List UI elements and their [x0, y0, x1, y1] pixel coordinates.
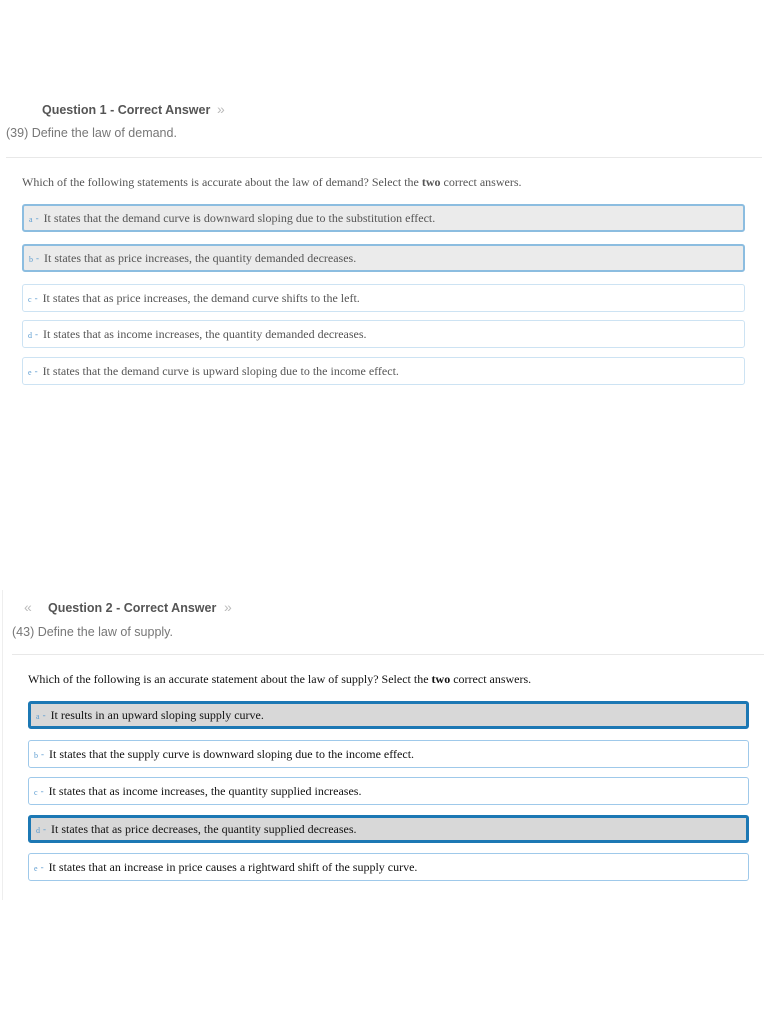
- option-text: It states that as price increases, the demand curve shifts to the left.: [42, 290, 360, 305]
- option-dash: -: [35, 329, 38, 339]
- previous-question-icon[interactable]: «: [24, 599, 29, 615]
- divider: [6, 157, 762, 158]
- option-letter: d: [28, 331, 32, 340]
- question-prompt: Which of the following statements is accurate about the law of demand? Select the two correct answers.: [22, 175, 522, 189]
- answer-option-a[interactable]: [28, 701, 749, 729]
- option-text: It states that as income increases, the quantity supplied increases.: [48, 783, 362, 798]
- option-letter: a: [36, 712, 40, 721]
- option-dash: -: [35, 213, 39, 223]
- answer-option-d[interactable]: [28, 815, 749, 843]
- question-title: Question 2 - Correct Answer: [48, 601, 217, 615]
- option-letter: e: [34, 864, 38, 873]
- option-text: It states that the demand curve is downward sloping due to the substitution effect.: [43, 210, 436, 225]
- option-text: It states that as price decreases, the quantity supplied decreases.: [51, 821, 357, 836]
- next-question-icon[interactable]: »: [224, 599, 229, 615]
- option-dash: -: [41, 749, 44, 759]
- answer-option-e[interactable]: [28, 853, 749, 881]
- option-dash: -: [43, 824, 46, 834]
- question-prompt: Which of the following is an accurate statement about the law of supply? Select the two correct answers.: [28, 672, 532, 686]
- option-letter: a: [29, 215, 33, 224]
- answer-option-a[interactable]: [22, 204, 745, 232]
- left-border: [2, 590, 3, 900]
- question-subtitle: (39) Define the law of demand.: [6, 126, 177, 140]
- option-letter: c: [28, 295, 32, 304]
- option-dash: -: [36, 253, 39, 263]
- option-letter: d: [36, 826, 40, 835]
- answer-option-d[interactable]: [22, 320, 745, 348]
- answer-option-c[interactable]: [28, 777, 749, 805]
- answer-option-b[interactable]: [28, 740, 749, 768]
- option-letter: c: [34, 788, 38, 797]
- option-text: It states that as income increases, the quantity demanded decreases.: [43, 326, 367, 341]
- divider: [12, 654, 764, 655]
- next-question-icon[interactable]: »: [217, 101, 222, 117]
- option-letter: e: [28, 368, 32, 377]
- option-text: It states that the supply curve is downward sloping due to the income effect.: [49, 746, 415, 761]
- option-letter: b: [29, 255, 33, 264]
- option-text: It states that the demand curve is upward sloping due to the income effect.: [42, 363, 399, 378]
- question-title: Question 1 - Correct Answer: [42, 103, 211, 117]
- option-text: It results in an upward sloping supply curve.: [50, 707, 264, 722]
- option-dash: -: [40, 862, 44, 872]
- answer-option-b[interactable]: [22, 244, 745, 272]
- option-dash: -: [40, 786, 44, 796]
- option-dash: -: [42, 710, 46, 720]
- answer-option-c[interactable]: [22, 284, 745, 312]
- option-letter: b: [34, 751, 38, 760]
- option-dash: -: [34, 293, 38, 303]
- option-text: It states that as price increases, the quantity demanded decreases.: [44, 250, 357, 265]
- option-text: It states that an increase in price causes a rightward shift of the supply curve.: [48, 859, 418, 874]
- answer-option-e[interactable]: [22, 357, 745, 385]
- question-subtitle: (43) Define the law of supply.: [12, 625, 173, 639]
- option-dash: -: [34, 366, 38, 376]
